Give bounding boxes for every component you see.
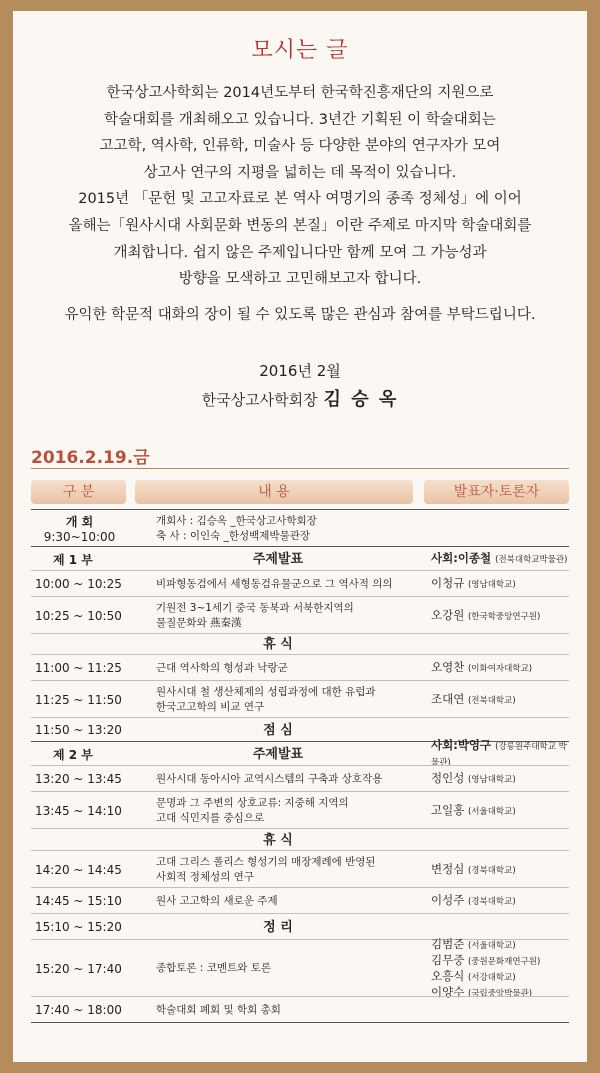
- section-label: 정 리: [263, 919, 293, 935]
- row-time: [31, 888, 128, 914]
- intro-line: 상고사 연구의 지평을 넓히는 데 목적이 있습니다.: [143, 164, 457, 181]
- row-time: [31, 914, 128, 940]
- row-time: [31, 571, 128, 597]
- table-row: [31, 596, 569, 634]
- row-speaker: [431, 997, 569, 1023]
- table-row: [31, 828, 569, 851]
- section-label: 주제발표: [252, 551, 304, 567]
- intro-text: [0, 80, 600, 328]
- header-content: 내 용: [135, 480, 413, 504]
- row-speaker: [431, 738, 569, 768]
- row-content: [156, 766, 418, 792]
- closing-line: 유익한 학문적 대화의 장이 될 수 있도록 많은 관심과 참여를 부탁드립니다.: [64, 306, 536, 323]
- content-line: 개회사 : 김승옥 _한국상고사학회장: [156, 514, 317, 527]
- section-label: 주제발표: [252, 746, 304, 762]
- table-row: [31, 633, 569, 655]
- content-line: 기원전 3~1세기 중국 동북과 서북한지역의: [156, 601, 354, 614]
- content-line: 원사시대 동아시아 교역시스템의 구축과 상호작용: [156, 772, 383, 785]
- content-line: 고대 그리스 폴리스 형성기의 매장제례에 반영된: [156, 855, 376, 868]
- time-text: 11:25 ~ 11:50: [35, 692, 122, 707]
- table-row: [31, 887, 569, 914]
- row-speaker: [431, 634, 569, 655]
- content-line: 종합토론 : 코멘트와 토론: [156, 962, 271, 974]
- time-text: 14:20 ~ 14:45: [35, 862, 122, 877]
- content-line: 한국고고학의 비교 연구: [156, 700, 265, 713]
- table-row: [31, 765, 569, 792]
- content-line: 근대 역사학의 형성과 낙랑군: [156, 661, 288, 674]
- content-line: 원사 고고학의 새로운 주제: [156, 894, 278, 907]
- row-time: [31, 766, 128, 792]
- row-content: [156, 681, 418, 718]
- content-line: 물질문화와 燕秦漢: [156, 616, 242, 629]
- intro-line: 학술대회를 개최해오고 있습니다. 3년간 기획된 이 학술대회는: [104, 111, 496, 128]
- speaker-text: 오영찬 (이화여자대학교): [431, 660, 533, 674]
- speaker-text: 조대연 (전북대학교): [431, 691, 516, 706]
- row-time: [31, 829, 128, 851]
- intro-line: 개최합니다. 쉽지 않은 주제입니다만 함께 모여 그 가능성과: [113, 244, 487, 261]
- table-row: [31, 546, 569, 571]
- row-speaker: [431, 888, 569, 914]
- table-row: [31, 680, 569, 718]
- section-label: 점 심: [263, 722, 293, 738]
- row-time: [31, 718, 128, 742]
- content-line: 원사시대 철 생산체제의 성립과정에 대한 유럽과: [156, 685, 376, 698]
- table-row: [31, 570, 569, 597]
- row-time: [31, 997, 128, 1023]
- page-title: 모시는 글: [251, 38, 349, 63]
- time-text: 13:45 ~ 14:10: [35, 803, 122, 818]
- row-time: [31, 792, 128, 829]
- row-speaker: [431, 851, 569, 888]
- speaker-text: 정인성 (영남대학교): [431, 771, 516, 785]
- divider: [31, 468, 569, 469]
- row-content: [156, 510, 418, 547]
- row-speaker: [431, 681, 569, 718]
- table-row: [31, 996, 569, 1023]
- signature-name: 김 승 옥: [323, 389, 399, 410]
- table-row: [31, 850, 569, 888]
- speaker-text: 김무중 (중원문화재연구원): [431, 952, 541, 967]
- speaker-text: 사회:이종철 (전북대학교박물관): [431, 551, 568, 565]
- content-line: 문명과 그 주변의 상호교류: 지중해 지역의: [156, 796, 349, 809]
- content-line: 학술대회 폐회 및 학회 총회: [156, 1003, 281, 1016]
- row-content: [156, 940, 418, 997]
- row-content: [156, 888, 418, 914]
- row-speaker: [431, 766, 569, 792]
- row-time: [31, 681, 128, 718]
- row-time: [31, 851, 128, 888]
- time-text: 제 1 부: [53, 552, 93, 567]
- time-text: 11:50 ~ 13:20: [35, 723, 122, 737]
- issue-date: 2016년 2월: [259, 362, 341, 380]
- table-row: [31, 936, 569, 999]
- row-speaker: [431, 655, 569, 681]
- row-content: [156, 851, 418, 888]
- table-bottom-border: [31, 1022, 569, 1023]
- day-label: 2016.2.19.금: [31, 448, 150, 468]
- speaker-text: 이양수 (국립중앙박물관): [431, 984, 533, 999]
- time-text: 9:30~10:00: [43, 530, 116, 544]
- row-time: [31, 655, 128, 681]
- speaker-text: 이성주 (경북대학교): [431, 893, 516, 907]
- speaker-text: 변정심 (경북대학교): [431, 861, 516, 876]
- row-content: [156, 655, 418, 681]
- intro-line: 고고학, 역사학, 인류학, 미술사 등 다양한 분야의 연구자가 모여: [99, 138, 501, 155]
- time-text: 14:45 ~ 15:10: [35, 894, 122, 908]
- row-speaker: [431, 547, 569, 571]
- row-time: [31, 597, 128, 634]
- content-line: 축 사 : 이인숙 _한성백제박물관장: [156, 529, 310, 542]
- intro-line: 2015년 「문헌 및 고고자료로 본 역사 여명기의 종족 정체성」에 이어: [78, 191, 522, 208]
- speaker-text: 오흥식 (서강대학교): [431, 968, 516, 983]
- header-speaker: 발표자·토론자: [424, 480, 569, 504]
- content-line: 사회적 정체성의 연구: [156, 870, 254, 883]
- row-time: [31, 510, 128, 547]
- content-line: 비파형동검에서 세형동검유물군으로 그 역사적 의의: [156, 577, 393, 590]
- signature: [0, 385, 600, 411]
- time-text: 10:00 ~ 10:25: [35, 577, 122, 591]
- speaker-text: 오강원 (한국학중앙연구원): [431, 607, 541, 622]
- table-row: [31, 791, 569, 829]
- speaker-text: 고일홍 (서울대학교): [431, 802, 516, 817]
- row-speaker: [431, 936, 569, 999]
- row-content: [156, 597, 418, 634]
- row-time: [31, 742, 128, 766]
- speaker-text: 김범준 (서울대학교): [431, 936, 516, 951]
- table-row: [31, 654, 569, 681]
- row-time: [31, 547, 128, 571]
- row-speaker: [431, 510, 569, 547]
- speaker-text: 이청규 (영남대학교): [431, 576, 516, 590]
- speaker-text: 사회:박영구 (강릉원주대학교 박물관): [431, 738, 567, 768]
- row-content: [156, 997, 418, 1023]
- intro-line: 방향을 모색하고 고민해보고자 합니다.: [178, 271, 422, 288]
- section-label: 휴 식: [263, 832, 293, 848]
- time-text: 13:20 ~ 13:45: [35, 772, 122, 786]
- section-label: 휴 식: [263, 637, 293, 652]
- time-text: 15:10 ~ 15:20: [35, 920, 122, 934]
- row-speaker: [431, 597, 569, 634]
- time-text: 11:00 ~ 11:25: [35, 661, 122, 675]
- intro-line: 한국상고사학회는 2014년도부터 한국학진흥재단의 지원으로: [106, 85, 494, 101]
- row-content: [156, 792, 418, 829]
- row-time: [31, 940, 128, 997]
- time-text: 17:40 ~ 18:00: [35, 1003, 122, 1017]
- row-content: [156, 571, 418, 597]
- intro-line: 올해는「원사시대 사회문화 변동의 본질」이란 주제로 마지막 학술대회를: [68, 217, 532, 234]
- row-time: [31, 634, 128, 655]
- signature-org: 한국상고사학회장: [201, 391, 318, 409]
- time-text: 개 회: [65, 515, 94, 529]
- header-time: 구 분: [31, 480, 126, 504]
- row-speaker: [431, 571, 569, 597]
- row-speaker: [431, 829, 569, 851]
- row-speaker: [431, 792, 569, 829]
- time-text: 제 2 부: [53, 747, 93, 762]
- table-row: [31, 738, 569, 768]
- table-row: [31, 509, 569, 547]
- time-text: 15:20 ~ 17:40: [35, 961, 122, 976]
- time-text: 10:25 ~ 10:50: [35, 608, 122, 623]
- content-line: 고대 식민지를 중심으로: [156, 811, 265, 824]
